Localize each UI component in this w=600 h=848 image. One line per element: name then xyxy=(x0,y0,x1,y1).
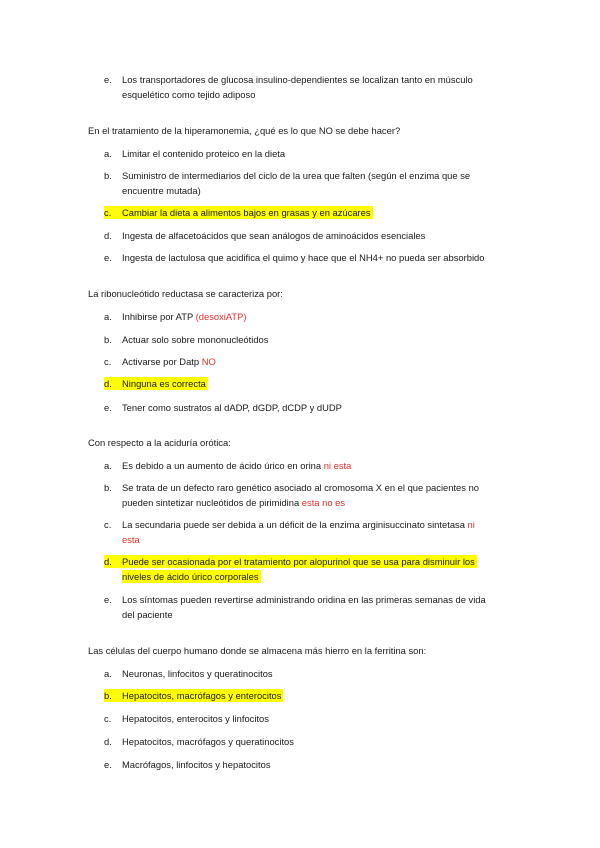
option-text: Los síntomas pueden revertirse administrando oridina en las primeras semanas de vida xyxy=(122,594,486,605)
option-text: Hepatocitos, macrófagos y queratinocitos xyxy=(122,736,294,747)
option-text: Limitar el contenido proteico en la dieta xyxy=(122,148,286,159)
option-text: Macrófagos, linfocitos y hepatocitos xyxy=(122,759,271,770)
option-letter: d. xyxy=(104,736,112,747)
question-4: Las células del cuerpo humano donde se almacena más hierro en la ferritina son: xyxy=(88,645,427,656)
option-text: Neuronas, linfocitos y queratinocitos xyxy=(122,668,273,679)
option-text xyxy=(122,518,475,531)
option-letter: e. xyxy=(104,74,112,85)
option-letter: b. xyxy=(104,482,112,493)
option-text: del paciente xyxy=(122,609,173,620)
option-text-main: Es debido a un aumento de ácido úrico en orina xyxy=(122,460,324,471)
option-text xyxy=(122,496,345,509)
red-note: esta xyxy=(122,534,140,545)
question-3: Con respecto a la aciduría orótica: xyxy=(88,437,231,448)
red-note: esta no es xyxy=(301,497,346,508)
option-text: Puede ser ocasionada por el tratamiento por alopurinol que se usa para disminuir los xyxy=(122,556,475,567)
option-letter: a. xyxy=(104,311,112,322)
red-note: ni xyxy=(467,519,475,530)
option-letter: a. xyxy=(104,148,112,159)
option-text-main: Activarse por Datp xyxy=(122,356,202,367)
option-letter: c. xyxy=(104,519,112,530)
option-letter: d. xyxy=(104,556,112,567)
option-text: Hepatocitos, macrófagos y enterocitos xyxy=(122,690,282,701)
option-text: Ninguna es correcta xyxy=(122,378,206,389)
option-text: Ingesta de lactulosa que acidifica el quimo y hace que el NH4+ no pueda ser absorbido xyxy=(122,252,485,263)
option-text-main: Inhibirse por ATP xyxy=(122,311,196,322)
red-note: (desoxiATP) xyxy=(195,311,247,322)
option-letter: c. xyxy=(104,207,112,218)
question-2: La ribonucleótido reductasa se caracteriza por: xyxy=(88,288,283,299)
red-note: ni esta xyxy=(323,460,352,471)
option-letter: b. xyxy=(104,170,112,181)
option-letter: b. xyxy=(104,334,112,345)
option-text: Suministro de intermediarios del ciclo de la urea que falten (según el enzima que se xyxy=(122,170,471,181)
option-text: encuentre mutada) xyxy=(122,185,201,196)
option-text: esquelético como tejido adiposo xyxy=(122,89,256,100)
highlighted-answer xyxy=(104,206,373,219)
option-letter: e. xyxy=(104,252,112,263)
option-letter: c. xyxy=(104,713,112,724)
option-text-main: La secundaria puede ser debida a un déficit de la enzima arginisuccinato sintetasa xyxy=(122,519,468,530)
option-text: Los transportadores de glucosa insulino-dependientes se localizan tanto en músculo xyxy=(122,74,473,85)
option-text xyxy=(122,355,216,368)
question-1: En el tratamiento de la hiperamonemia, ¿qué es lo que NO se debe hacer? xyxy=(88,125,401,136)
highlighted-answer xyxy=(104,377,208,390)
option-letter: a. xyxy=(104,668,112,679)
option-text: Cambiar la dieta a alimentos bajos en grasas y en azúcares xyxy=(122,207,371,218)
option-letter: b. xyxy=(104,690,112,701)
option-letter: a. xyxy=(104,460,112,471)
option-letter: d. xyxy=(104,230,112,241)
option-letter: d. xyxy=(104,378,112,389)
option-letter: e. xyxy=(104,402,112,413)
option-text xyxy=(122,310,247,323)
option-text-main: pueden sintetizar nucleótidos de pirimidina xyxy=(122,497,302,508)
option-letter: c. xyxy=(104,356,112,367)
option-letter: e. xyxy=(104,759,112,770)
highlighted-answer xyxy=(104,555,477,568)
highlighted-answer: niveles de ácido úrico corporales xyxy=(122,571,259,582)
option-text xyxy=(122,459,351,472)
red-note: NO xyxy=(201,356,216,367)
highlighted-answer xyxy=(104,689,283,702)
option-text: Actuar solo sobre mononucleótidos xyxy=(122,334,269,345)
option-letter: e. xyxy=(104,594,112,605)
option-text: Ingesta de alfacetoácidos que sean análogos de aminoácidos esenciales xyxy=(122,230,426,241)
option-text: Se trata de un defecto raro genético asociado al cromosoma X en el que pacientes no xyxy=(122,482,479,493)
option-text: Hepatocitos, enterocitos y linfocitos xyxy=(122,713,269,724)
option-text: Tener como sustratos al dADP, dGDP, dCDP y dUDP xyxy=(122,402,342,413)
